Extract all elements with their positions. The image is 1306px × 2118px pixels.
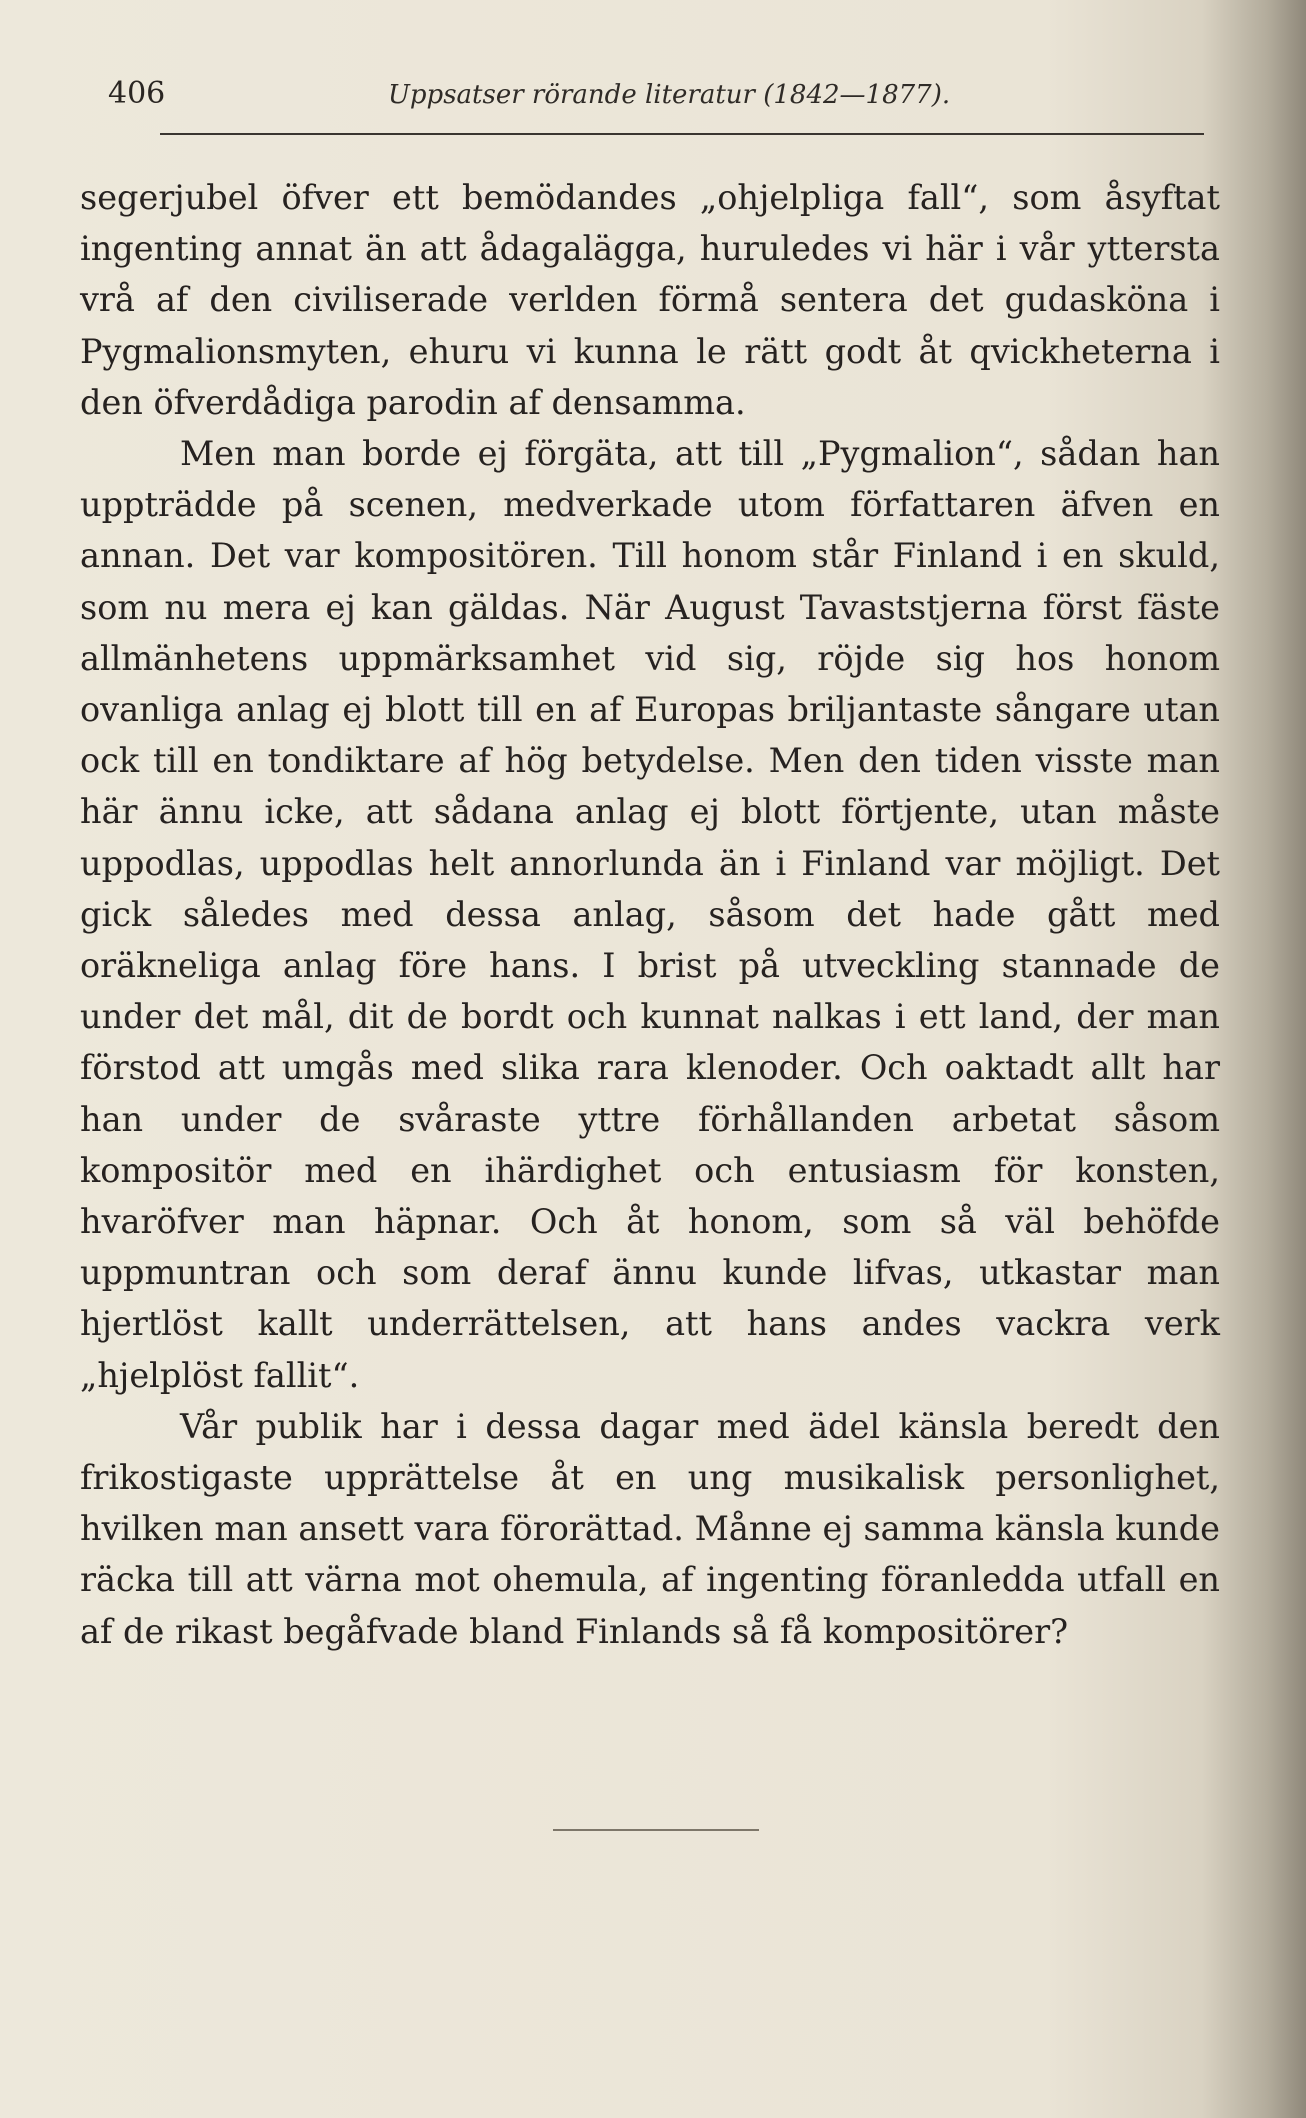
body-text	[80, 172, 1220, 1657]
paragraph-2: Men man borde ej förgäta, att till „Pygmalion“, sådan han uppträdde på scenen, medverkade utom författaren äfven en annan. Det var kompositören. Till honom står Finland i en skuld, som nu mera ej kan gäldas. När August Tavaststjerna först fäste allmänhetens uppmärksamhet vid sig, röjde sig hos honom ovanliga anlag ej blott till en af Europas briljantaste sångare utan ock till en tondiktare af hög betydelse. Men den tiden visste man här ännu icke, att sådana anlag ej blott förtjente, utan måste uppodlas, uppodlas helt annorlunda än i Finland var möjligt. Det gick således med dessa anlag, såsom det hade gått med oräkneliga anlag före hans. I brist på utveckling stannade de under det mål, dit de bordt och kunnat nalkas i ett land, der man förstod att umgås med slika rara klenoder. Och oaktadt allt har han under de svåraste yttre förhållanden arbetat såsom kompositör med en ihärdighet och entusiasm för konsten, hvaröfver man häpnar. Och åt honom, som så väl behöfde uppmuntran och som deraf ännu kunde lifvas, utkastar man hjertlöst kallt underrättelsen, att hans andes vackra verk „hjelplöst fallit“.	[80, 434, 1220, 1395]
page-number: 406	[108, 76, 166, 111]
running-title: Uppsatser rörande literatur (1842—1877).	[388, 80, 951, 110]
page-header	[108, 72, 1208, 120]
footer-rule	[553, 1829, 759, 1831]
paragraph-1: segerjubel öfver ett bemödandes „ohjelpliga fall“, som åsyftat ingenting annat än att ådagalägga, huruledes vi här i vår yttersta vrå af den civiliserade verlden förmå sentera det gudasköna i Pygmalionsmyten, ehuru vi kunna le rätt godt åt qvickheterna i den öfverdådiga parodin af densamma.	[80, 178, 1220, 422]
header-rule	[160, 133, 1204, 135]
paragraph-3: Vår publik har i dessa dagar med ädel känsla beredt den frikostigaste upprättelse åt en ung musikalisk personlighet, hvilken man ansett vara förorättad. Månne ej samma känsla kunde räcka till att värna mot ohemula, af ingenting föranledda utfall en af de rikast begåfvade bland Finlands så få kompositörer?	[80, 1406, 1220, 1651]
